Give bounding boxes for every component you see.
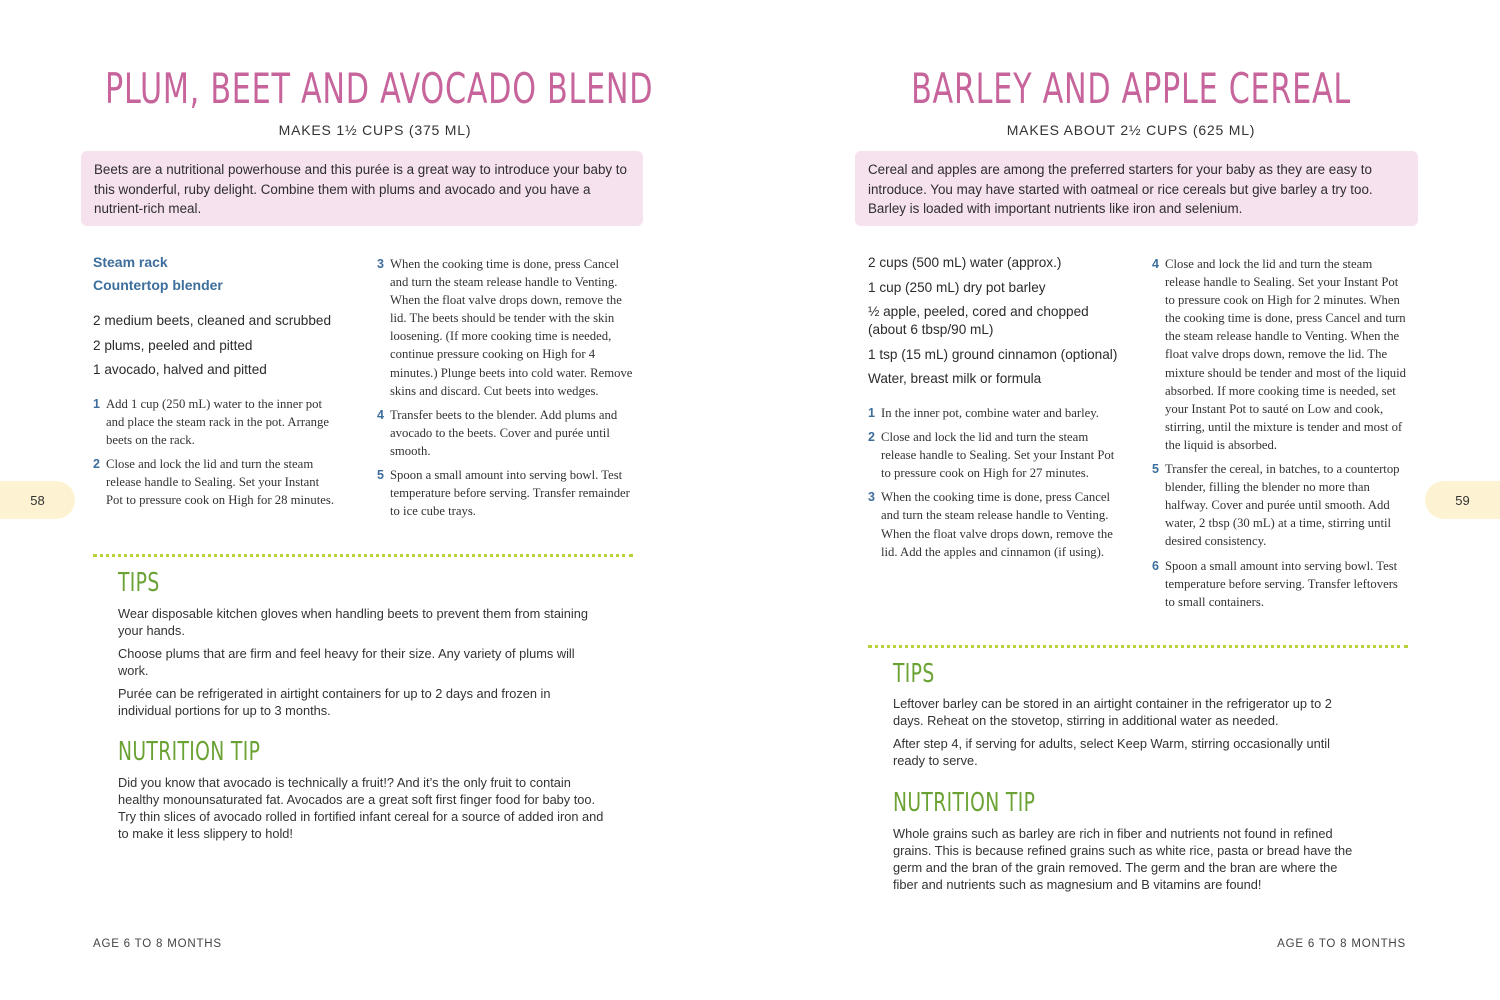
equipment-item: Steam rack xyxy=(93,254,168,270)
step-text: When the cooking time is done, press Cancel and turn the steam release handle to Venting. When the float valve drops down, remove the lid. Add the apples and cinnamon (if using). xyxy=(881,490,1113,559)
tips-heading: TIPS xyxy=(893,659,935,689)
step xyxy=(1152,460,1408,550)
right-column xyxy=(377,255,633,526)
tip: Choose plums that are firm and feel heavy for their size. Any variety of plums will work. xyxy=(118,646,575,678)
nutrition-text: Did you know that avocado is technically a fruit!? And it’s the only fruit to contain healthy monounsaturated fat. Avocados are a great soft first finger food for baby too. Try thin slices of avocado rolled in fortified infant cereal for a source of added iron and to make it less slippery to hold! xyxy=(118,775,604,841)
running-footer: AGE 6 TO 8 MONTHS xyxy=(1277,938,1406,950)
nutrition-heading: NUTRITION TIP xyxy=(893,788,1036,818)
step xyxy=(93,455,338,509)
ingredient: Water, breast milk or formula xyxy=(868,371,1042,386)
step-list xyxy=(93,395,338,510)
step-number: 6 xyxy=(1152,558,1159,573)
nutrition-tip xyxy=(893,825,1365,899)
step-text: Close and lock the lid and turn the steam release handle to Sealing. Set your Instant Pot to pressure cook on High for 2 minutes. When the cooking time is done, press Cancel and turn the steam release handle to Venting. When the float valve drops down, remove the lid. The mixture should be tender and most of the liquid absorbed. If more cooking time is needed, set your Instant Pot to sauté on Low and cook, stirring, until the mixture is tender and most of the liquid is absorbed. xyxy=(1165,257,1407,452)
step-text: Spoon a small amount into serving bowl. Test temperature before serving. Transfer remainder to ice cube trays. xyxy=(390,468,630,519)
ingredient-list xyxy=(93,312,353,379)
step xyxy=(868,488,1124,560)
page-number: 59 xyxy=(1425,481,1500,519)
tips-heading: TIPS xyxy=(118,568,160,598)
nutrition-text: Whole grains such as barley are rich in fiber and nutrients not found in refined grains. This is because refined grains such as white rice, pasta or bread have the germ and the bran of the grain removed. The germ and the bran are where the fiber and nutrients such as magnesium and B vitamins are found! xyxy=(893,826,1353,892)
step-list xyxy=(1152,255,1408,611)
step-text: Transfer beets to the blender. Add plums and avocado to the beets. Cover and purée until smooth. xyxy=(390,407,618,458)
step xyxy=(868,428,1124,482)
step xyxy=(377,466,633,520)
step-text: When the cooking time is done, press Cancel and turn the steam release handle to Venting. When the float valve drops down, remove the lid. The beets should be tender with the skin loosening. (If more cooking time is needed, continue pressure cooking on High for 4 minutes.) Plunge beets into cold water. Remove skins and discard. Cut beets into wedges. xyxy=(390,257,633,398)
ingredient: 2 plums, peeled and pitted xyxy=(93,337,253,353)
recipe-title: PLUM, BEET AND AVOCADO BLEND xyxy=(105,64,654,113)
dotted-divider xyxy=(868,645,1408,648)
step-text: Add 1 cup (250 mL) water to the inner pot and place the steam rack in the pot. Arrange beets on the rack. xyxy=(106,397,329,448)
step-text: Spoon a small amount into serving bowl. Test temperature before serving. Transfer leftovers to small containers. xyxy=(1165,558,1398,609)
ingredient: 1 tsp (15 mL) ground cinnamon (optional) xyxy=(868,346,1118,362)
step xyxy=(93,395,338,449)
intro-box: Beets are a nutritional powerhouse and this purée is a great way to introduce your baby to this wonderful, ruby delight. Combine them with plums and avocado and you have a nutrient-rich meal. xyxy=(81,151,643,226)
step xyxy=(1152,557,1408,611)
dotted-divider xyxy=(93,554,633,557)
step-number: 3 xyxy=(377,257,384,271)
left-column xyxy=(93,251,353,516)
step-text: Close and lock the lid and turn the steam release handle to Sealing. Set your Instant Pot to pressure cook on High for 28 minutes. xyxy=(106,457,334,508)
intro-box: Cereal and apples are among the preferred starters for your baby as they are easy to introduce. You may have started with oatmeal or rice cereals but give barley a try too. Barley is loaded with important nutrients like iron and selenium. xyxy=(855,151,1418,226)
step-number: 4 xyxy=(1152,257,1159,271)
step-text: Close and lock the lid and turn the steam release handle to Sealing. Set your Instant Pot to pressure cook on High for 27 minutes. xyxy=(881,430,1115,481)
ingredient: 2 medium beets, cleaned and scrubbed xyxy=(93,313,332,328)
step-number: 5 xyxy=(377,468,384,483)
tips-list xyxy=(118,605,588,725)
step xyxy=(868,404,1124,422)
tip: Purée can be refrigerated in airtight containers for up to 2 days and frozen in individual portions for up to 3 months. xyxy=(118,686,551,718)
step-number: 2 xyxy=(93,457,100,472)
ingredient: ½ apple, peeled, cored and chopped (about 6 tbsp/90 mL) xyxy=(868,304,1089,337)
right-column xyxy=(1152,255,1408,617)
ingredient-list xyxy=(868,254,1126,388)
step-number: 4 xyxy=(377,407,384,422)
step-list xyxy=(377,255,633,520)
step-list xyxy=(868,404,1124,561)
step-number: 5 xyxy=(1152,462,1159,477)
yield: MAKES 1½ CUPS (375 ML) xyxy=(278,122,472,138)
step xyxy=(377,406,633,460)
step xyxy=(1152,255,1408,454)
step-number: 1 xyxy=(868,406,875,420)
nutrition-heading: NUTRITION TIP xyxy=(118,737,261,767)
step-number: 1 xyxy=(93,397,100,411)
ingredient: 2 cups (500 mL) water (approx.) xyxy=(868,255,1062,270)
running-footer: AGE 6 TO 8 MONTHS xyxy=(93,938,222,950)
step xyxy=(377,255,633,400)
page-number: 58 xyxy=(0,481,75,519)
tip: After step 4, if serving for adults, select Keep Warm, stirring occasionally until ready to serve. xyxy=(893,736,1330,768)
yield: MAKES ABOUT 2½ CUPS (625 ML) xyxy=(1006,122,1256,138)
step-number: 3 xyxy=(868,490,875,505)
right-page xyxy=(750,0,1500,1000)
left-column xyxy=(868,254,1126,567)
step-text: In the inner pot, combine water and barley. xyxy=(881,406,1099,420)
tip: Leftover barley can be stored in an airtight container in the refrigerator up to 2 days. Reheat on the stovetop, stirring in additional water as needed. xyxy=(893,696,1332,728)
tips-list xyxy=(893,695,1353,775)
recipe-title: BARLEY AND APPLE CEREAL xyxy=(911,64,1351,113)
equipment-item: Countertop blender xyxy=(93,277,223,293)
step-number: 2 xyxy=(868,430,875,445)
ingredient: 1 cup (250 mL) dry pot barley xyxy=(868,279,1046,295)
nutrition-tip xyxy=(118,774,610,848)
step-text: Transfer the cereal, in batches, to a countertop blender, filling the blender no more than halfway. Cover and purée until smooth. Add water, 2 tbsp (30 mL) at a time, stirring until desired consistency. xyxy=(1165,462,1400,549)
ingredient: 1 avocado, halved and pitted xyxy=(93,362,267,377)
tip: Wear disposable kitchen gloves when handling beets to prevent them from staining your hands. xyxy=(118,606,588,638)
